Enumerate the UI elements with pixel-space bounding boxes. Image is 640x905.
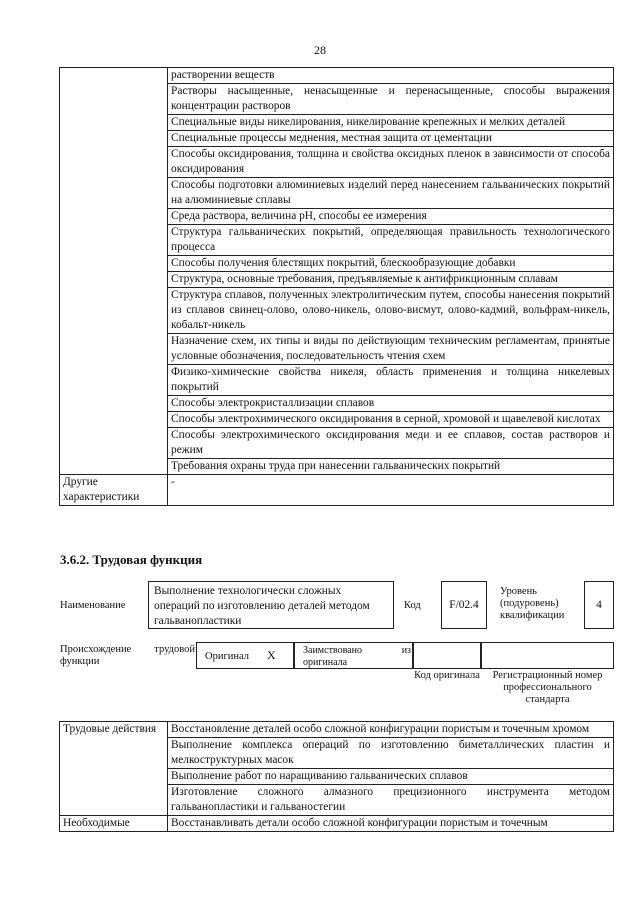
function-name-value: Выполнение технологически сложных операций по изготовлению деталей методом гальванопластики — [154, 585, 370, 627]
code-value: F/02.4 — [449, 599, 479, 611]
name-label: Наименование — [60, 600, 126, 611]
knowledge-item: Назначение схем, их типы и виды по действующим техническим регламентам, принятые условные обозначения, последовательность чтения схем — [168, 334, 614, 365]
other-characteristics-label: Другие характеристики — [60, 475, 168, 506]
labor-action-item: Восстановление деталей особо сложной конфигурации пористым и точечным хромом — [168, 722, 614, 738]
borrowed-box — [294, 642, 413, 669]
level-label: Уровень (подуровень) квалификации — [500, 586, 565, 621]
knowledge-item: Требования охраны труда при нанесении гальванических покрытий — [168, 459, 614, 475]
section-title: 3.6.2. Трудовая функция — [60, 552, 203, 567]
knowledge-item: Способы оксидирования, толщина и свойства оксидных пленок в зависимости от способа оксидирования — [168, 147, 614, 178]
knowledge-item: Среда раствора, величина pH, способы ее измерения — [168, 209, 614, 225]
table-row — [60, 816, 614, 832]
level-value: 4 — [596, 599, 602, 611]
labor-actions-label: Трудовые действия — [60, 722, 168, 816]
origin-code-caption: Код оригинала — [414, 670, 480, 681]
knowledge-item: Способы электрохимического оксидирования меди и ее сплавов, состав растворов и режим — [168, 428, 614, 459]
origin-reg-box — [481, 642, 614, 669]
skill-item: Восстанавливать детали особо сложной конфигурации пористым и точечным — [168, 816, 614, 832]
table-row — [60, 68, 614, 84]
labor-action-item: Изготовление сложного алмазного прецизионного инструмента методом гальванопластики и гальваностегии — [168, 785, 614, 816]
page-number: 28 — [314, 43, 326, 57]
labor-action-item: Выполнение комплекса операций по изготовлению биметаллических пластин и мелкоструктурных масок — [168, 738, 614, 769]
original-mark: X — [267, 648, 276, 662]
knowledge-item: Структура, основные требования, предъявляемые к антифрикционным сплавам — [168, 272, 614, 288]
other-characteristics-value: - — [168, 475, 614, 506]
code-label: Код — [404, 600, 421, 611]
table-row — [60, 475, 614, 506]
knowledge-item: Структура сплавов, полученных электролитическим путем, способы нанесения покрытий из сплавов свинец-олово, олово-никель, олово-висмут, олово-кадмий, вольфрам-никель, кобальт-никель — [168, 288, 614, 334]
origin-reg-caption: Регистрационный номер профессионального стандарта — [492, 670, 603, 705]
knowledge-item: Структура гальванических покрытий, определяющая правильность технологического процесса — [168, 225, 614, 256]
table-row — [60, 722, 614, 738]
knowledge-item: Способы подготовки алюминиевых изделий перед нанесением гальванических покрытий на алюминиевые сплавы — [168, 178, 614, 209]
original-label: Оригинал — [205, 651, 249, 662]
knowledge-item: Растворы насыщенные, ненасыщенные и перенасыщенные, способы выражения концентрации растворов — [168, 84, 614, 115]
labor-actions-table — [59, 721, 614, 832]
knowledge-item: Способы электрокристаллизации сплавов — [168, 396, 614, 412]
knowledge-item: Способы электрохимического оксидирования в серной, хромовой и щавелевой кислотах — [168, 412, 614, 428]
origin-label: Происхождение трудовой функции — [60, 644, 195, 667]
knowledge-table — [59, 67, 614, 506]
knowledge-item: растворении веществ — [168, 68, 614, 84]
original-box — [196, 642, 294, 669]
borrowed-label: Заимствовано из оригинала — [303, 645, 411, 668]
level-box — [584, 581, 614, 629]
knowledge-item: Специальные процессы меднения, местная защита от цементации — [168, 131, 614, 147]
origin-code-box — [413, 642, 481, 669]
knowledge-item: Физико-химические свойства никеля, область применения и толщина никелевых покрытий — [168, 365, 614, 396]
label-cell — [60, 68, 168, 475]
skills-label: Необходимые — [60, 816, 168, 832]
code-box — [441, 581, 487, 629]
knowledge-item: Способы получения блестящих покрытий, блескообразующие добавки — [168, 256, 614, 272]
knowledge-item: Специальные виды никелирования, никелирование крепежных и мелких деталей — [168, 115, 614, 131]
labor-action-item: Выполнение работ по наращиванию гальванических сплавов — [168, 769, 614, 785]
function-name-box — [148, 581, 394, 629]
